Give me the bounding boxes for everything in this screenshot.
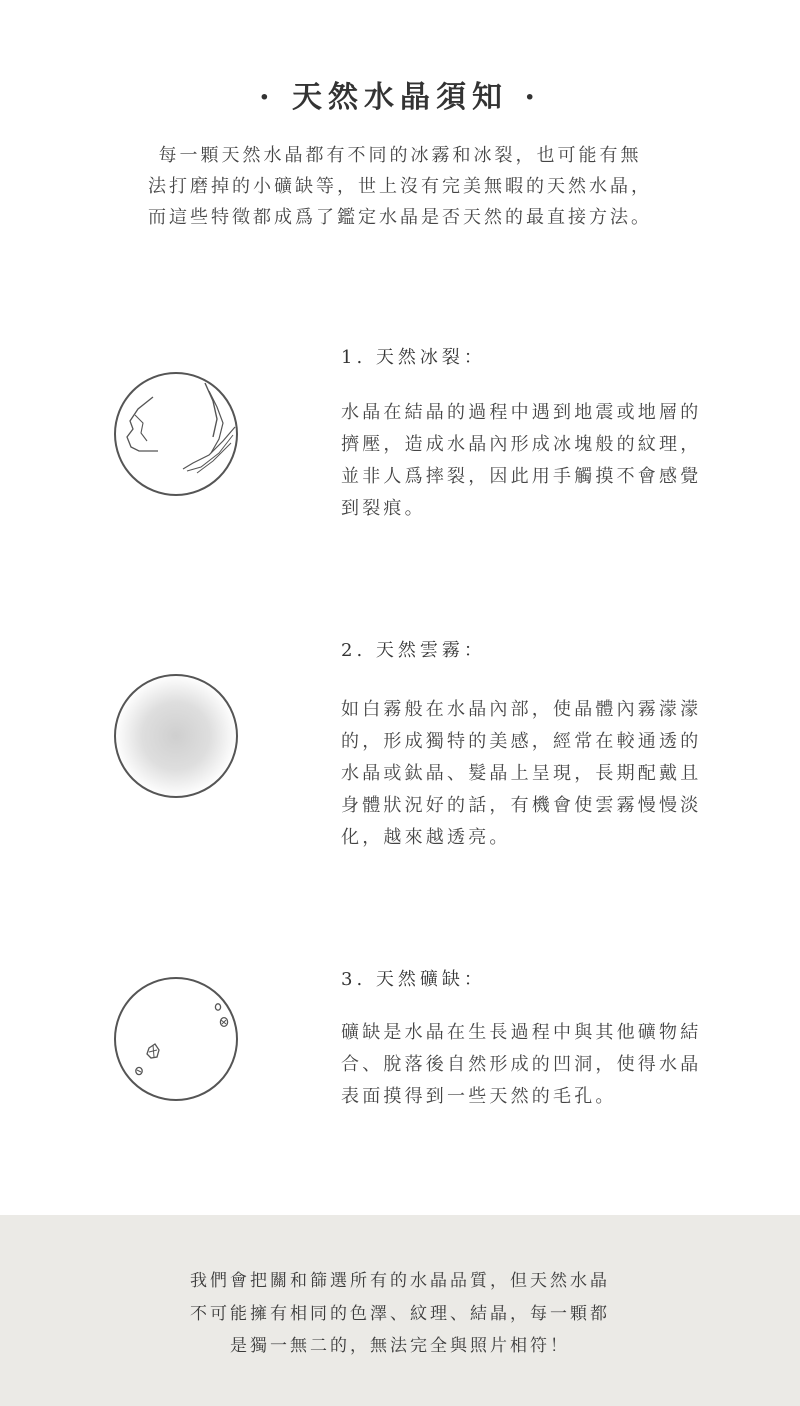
intro-line: 而這些特徵都成爲了鑑定水晶是否天然的最直接方法。 (148, 207, 652, 228)
body-line: 水晶或鈦晶、髮晶上呈現，長期配戴且 (341, 763, 702, 784)
intro-paragraph (100, 140, 700, 233)
footer-line: 我們會把關和篩選所有的水晶品質，但天然水晶 (190, 1271, 610, 1291)
body-line: 身體狀況好的話，有機會使雲霧慢慢淡 (341, 795, 702, 816)
body-line: 化，越來越透亮。 (341, 827, 511, 848)
cracked-crystal-icon (113, 371, 239, 497)
footer-line: 是獨一無二的，無法完全與照片相符！ (230, 1336, 570, 1356)
body-line: 的，形成獨特的美感，經常在較通透的 (341, 731, 702, 752)
footer-text (0, 1265, 800, 1363)
section-heading: 1. 天然冰裂： (341, 347, 486, 368)
body-line: 表面摸得到一些天然的毛孔。 (341, 1086, 617, 1107)
body-line: 水晶在結晶的過程中遇到地震或地層的 (341, 402, 702, 423)
body-line: 合、脫落後自然形成的凹洞，使得水晶 (341, 1054, 702, 1075)
page-title: · 天然水晶須知 · (259, 80, 541, 115)
section-heading: 3. 天然礦缺： (341, 969, 486, 990)
section-body (341, 397, 711, 525)
body-line: 如白霧般在水晶內部，使晶體內霧濛濛 (341, 699, 702, 720)
body-line: 擠壓，造成水晶內形成冰塊般的紋理， (341, 434, 702, 455)
body-line: 並非人爲摔裂，因此用手觸摸不會感覺 (341, 466, 702, 487)
section-heading: 2. 天然雲霧： (341, 640, 486, 661)
intro-line: 法打磨掉的小礦缺等，世上沒有完美無暇的天然水晶， (148, 176, 652, 197)
section-body (341, 1017, 711, 1113)
intro-line: 每一顆天然水晶都有不同的冰霧和冰裂，也可能有無 (158, 145, 642, 166)
footer-notice (0, 1215, 800, 1406)
section-body (341, 694, 711, 854)
body-line: 到裂痕。 (341, 498, 426, 519)
footer-line: 不可能擁有相同的色澤、紋理、結晶，每一顆都 (190, 1303, 610, 1324)
pitted-crystal-icon (113, 976, 239, 1102)
cloudy-crystal-icon (113, 673, 239, 799)
body-line: 礦缺是水晶在生長過程中與其他礦物結 (341, 1022, 702, 1043)
